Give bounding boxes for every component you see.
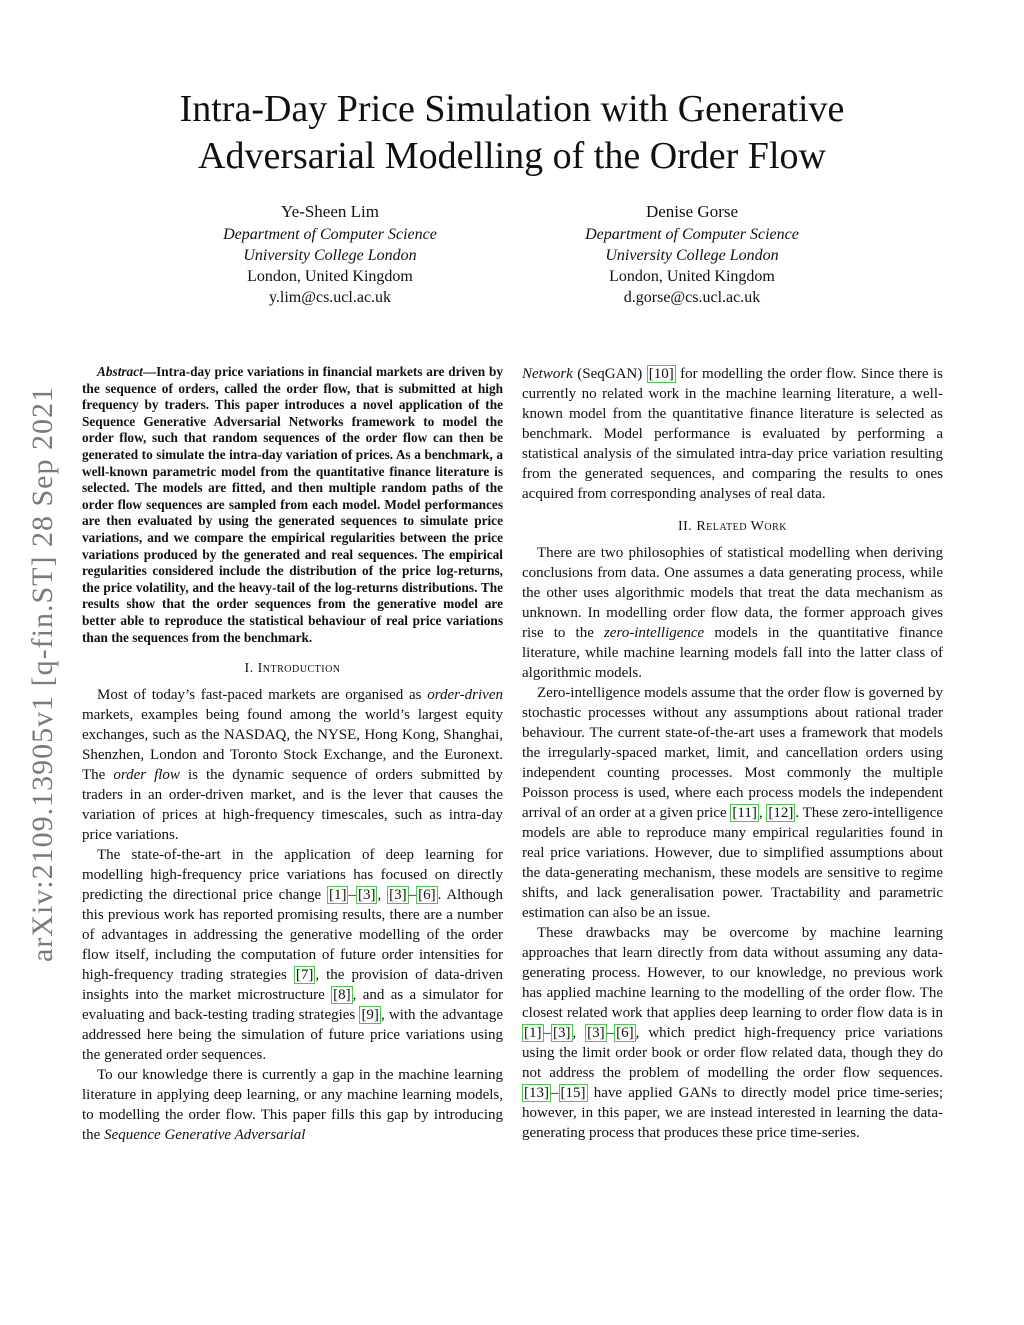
abstract-text: —Intra-day price variations in financial markets are driven by the sequence of orders, called the order flow, that is submitted at high frequency by traders. This paper introduces a novel application of the Sequence Generative Adversarial Networks framework to model the order flow, such that random sequences of the order flow can then be generated to simulate the intra-day variation of prices. As a benchmark, a well-known parametric model from the quantitative finance literature is selected. The models are fitted, and then multiple random paths of the order flow sequences are sampled from each model. Model performances are then evaluated by using the generated sequences to simulate price variations, and we compare the empirical regularities between the price variations produced by the generated and real sequences. The empirical regularities considered include the distribution of the price log-returns, the price volatility, and the heavy-tail of the log-returns distributions. The results show that the order sequences from the generative model are better able to reproduce the statistical behaviour of real price variations than the sequences from the benchmark. xyxy=(82,364,503,645)
citation-link[interactable]: [13] xyxy=(524,1085,549,1101)
citation-link[interactable]: [12] xyxy=(768,805,794,821)
related-paragraph-2: Zero-intelligence models assume that the order flow is governed by stochastic processes without any assumptions about rational trader behaviour. The current state-of-the-art uses a framework that models the irregularly-spaced market, limit, and cancellation orders using independent counting processes. Most commonly the multiple Poisson process is used, where each process models the independent arrival of an order at a given price [11] , [12] . These zero-intelligence models are able to reproduce many empirical regularities found in real price variations. However, due to simplified assumptions about the data-generating mechanism, these models are sensitive to regime shifts, and lack generalisation power. Tractability and parametric estimation can also be an issue. xyxy=(522,685,944,921)
citation-link[interactable]: [6] xyxy=(418,887,436,904)
author-block-1 xyxy=(170,201,490,308)
intro-paragraph-2: The state-of-the-art in the application of deep learning for modelling high-frequency price variations has focused on directly predicting the directional price change [1] – [3] , [3] – [6] . Although this previous work has reported promising results, there are a number of advantages in addressing the generative modelling of the order flow itself, including the computation of future order intensities for high-frequency trading strategies [7] , the provision of data-driven insights into the market microstructure [8] , and as a simulator for evaluating and back-testing trading strategies [9] , with the advantage addressed here being the simulation of future price variations using the generated order sequences. xyxy=(82,847,504,1064)
citation-link[interactable]: [1] xyxy=(524,1025,542,1041)
author-block-2 xyxy=(532,201,852,308)
citation-link[interactable]: [6] xyxy=(616,1025,634,1041)
related-paragraph-3: These drawbacks may be overcome by machine learning approaches that learn directly from data without assuming any data-generating process. However, to our knowledge, no previous work has applied machine learning to the modelling of the order flow. The closest related work that applies deep learning to order flow data is in [1] – [3] , [3] – [6] , which predict high-frequency price variations using the limit order book or order flow related data, though they do not address the problem of modelling the order flow sequences. [13] – [15] have applied GANs to directly model price time-series; however, in this paper, we are instead interested in learning the data-generating process that produces these price time-series. xyxy=(522,925,943,1141)
author-department: Department of Computer Science xyxy=(585,226,799,243)
related-paragraph-1: There are two philosophies of statistical modelling when deriving conclusions from data. One assumes a data generating process, while the other uses algorithmic models that treat the data mechanism as unknown. In modelling order flow data, the former approach gives rise to the zero-intelligence models in the quantitative finance literature, while machine learning models fall into the latter class of algorithmic models. xyxy=(522,545,943,681)
author-email[interactable]: d.gorse@cs.ucl.ac.uk xyxy=(623,289,761,306)
left-column xyxy=(82,364,503,1145)
citation-link[interactable]: [7] xyxy=(295,967,314,984)
section-name: Related Work xyxy=(696,519,787,534)
author-university: University College London xyxy=(605,247,779,264)
section-number: I. xyxy=(244,661,254,677)
citation-link[interactable]: [3] xyxy=(553,1025,571,1041)
citation-link[interactable]: [8] xyxy=(333,987,351,1004)
author-university: University College London xyxy=(243,247,417,264)
right-column xyxy=(522,364,943,1143)
author-name: Ye-Sheen Lim xyxy=(281,202,379,221)
citation-link[interactable]: [1] xyxy=(328,887,347,904)
citation-link[interactable]: [3] xyxy=(389,887,407,904)
section-number: II. xyxy=(677,519,693,534)
intro-paragraph-3-continued: Network (SeqGAN) [10] for modelling the order flow. Since there is currently no related work in the machine learning literature, a well-known model from the quantitative finance literature is selected as benchmark. Model performance is evaluated by performing a statistical analysis of the simulated intra-day price variation resulting from the generated sequences, and comparing the results to ones acquired from corresponding analyses of real data. xyxy=(522,366,943,502)
paper-title: Intra-Day Price Simulation with Generative Adversarial Modelling of the Order Flow xyxy=(179,88,845,177)
abstract xyxy=(82,364,503,646)
section-heading-related-work xyxy=(522,517,943,537)
section-name: Introduction xyxy=(257,661,341,677)
author-name: Denise Gorse xyxy=(645,202,739,221)
author-location: London, United Kingdom xyxy=(609,268,775,285)
section-heading-introduction xyxy=(82,659,503,679)
intro-paragraph-3: To our knowledge there is currently a gap in the machine learning literature in applying deep learning, or any machine learning models, to modelling the order flow. This paper fills this gap by introducing the Sequence Generative Adversarial xyxy=(82,1067,503,1144)
citation-link[interactable]: [3] xyxy=(357,887,376,904)
citation-link[interactable]: [15] xyxy=(560,1085,586,1101)
citation-link[interactable]: [3] xyxy=(587,1025,605,1041)
citation-link[interactable]: [9] xyxy=(361,1007,379,1024)
intro-paragraph-1: Most of today’s fast-paced markets are organised as order-driven markets, examples being found among the world’s largest equity exchanges, such as the NASDAQ, the NYSE, Hong Kong, Shanghai, Shenzhen, London and Toronto Stock Exchange, and the Euronext. The order flow is the dynamic sequence of orders submitted by traders in an order-driven market, and is the lever that causes the variation of prices at high-frequency timescales, such as intra-day price variations. xyxy=(82,687,503,844)
author-location: London, United Kingdom xyxy=(247,268,413,285)
author-department: Department of Computer Science xyxy=(223,226,437,243)
arxiv-identifier: arXiv:2109.13905v1 [q-fin.ST] 28 Sep 2021 xyxy=(26,386,59,962)
abstract-lead: Abstract xyxy=(97,364,143,379)
citation-link[interactable]: [10] xyxy=(648,366,674,382)
author-email[interactable]: y.lim@cs.ucl.ac.uk xyxy=(268,289,392,306)
citation-link[interactable]: [11] xyxy=(732,805,757,821)
